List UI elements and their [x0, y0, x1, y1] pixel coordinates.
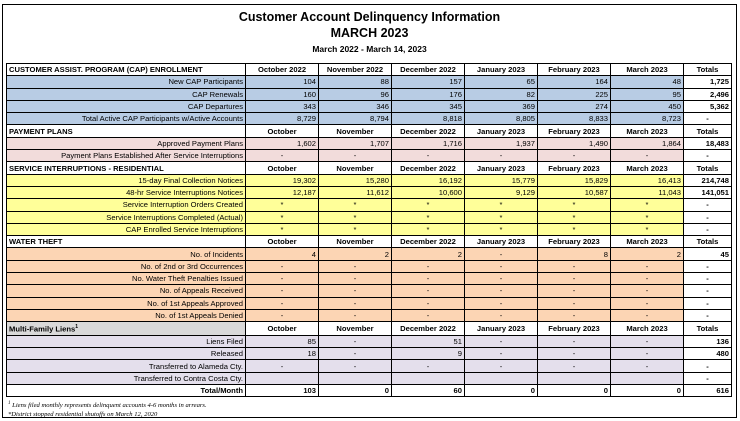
- footnote-1: $^1$ Liens filed monthly represents delinquent accounts 4-6 months in arrears.: [8, 401, 207, 410]
- cell-total: -: [684, 297, 732, 309]
- cell-value: 274: [538, 100, 611, 112]
- cell-value: *: [538, 211, 611, 223]
- cell-value: -: [465, 360, 538, 372]
- cell-value: 8,729: [246, 113, 319, 125]
- table-row: [7, 174, 732, 186]
- column-header: December 2022: [392, 322, 465, 336]
- cell-value: 60: [392, 384, 465, 396]
- cell-value: -: [465, 260, 538, 272]
- row-label: No. Water Theft Penalties Issued: [7, 273, 246, 285]
- table-row: [7, 273, 732, 285]
- footnotes: [8, 399, 207, 419]
- column-header: October: [246, 125, 319, 137]
- column-header: Totals: [684, 162, 732, 174]
- cell-value: -: [538, 360, 611, 372]
- cell-value: 19,302: [246, 174, 319, 186]
- table-row: [7, 100, 732, 112]
- cell-value: 16,413: [611, 174, 684, 186]
- column-header: October: [246, 236, 319, 248]
- cell-value: 15,280: [319, 174, 392, 186]
- cell-value: 15,779: [465, 174, 538, 186]
- cell-value: -: [538, 297, 611, 309]
- cell-total: -: [684, 150, 732, 162]
- column-header: February 2023: [538, 236, 611, 248]
- column-header: October: [246, 322, 319, 336]
- cell-value: 85: [246, 335, 319, 347]
- cell-value: [538, 372, 611, 384]
- cell-value: 18: [246, 348, 319, 360]
- column-header: March 2023: [611, 64, 684, 76]
- cell-value: -: [319, 360, 392, 372]
- column-header: Totals: [684, 322, 732, 336]
- cell-value: *: [611, 223, 684, 235]
- cell-total: 141,051: [684, 186, 732, 198]
- cell-value: -: [465, 248, 538, 260]
- section-header-liens: [7, 322, 732, 336]
- cell-value: -: [392, 273, 465, 285]
- cell-value: 8,833: [538, 113, 611, 125]
- cell-value: 11,612: [319, 186, 392, 198]
- cell-value: *: [465, 199, 538, 211]
- cell-value: 343: [246, 100, 319, 112]
- cell-total: -: [684, 309, 732, 321]
- table-row: [7, 285, 732, 297]
- cell-value: 2: [392, 248, 465, 260]
- row-label: CAP Enrolled Service Interruptions: [7, 223, 246, 235]
- cell-value: 8,723: [611, 113, 684, 125]
- section-title: WATER THEFT: [7, 236, 246, 248]
- cell-total: -: [684, 223, 732, 235]
- report-month: MARCH 2023: [330, 26, 409, 40]
- cell-value: -: [611, 260, 684, 272]
- cell-value: -: [319, 285, 392, 297]
- cell-value: -: [465, 150, 538, 162]
- cell-value: -: [246, 285, 319, 297]
- cell-value: *: [392, 223, 465, 235]
- column-header: November: [319, 236, 392, 248]
- cell-value: *: [319, 199, 392, 211]
- cell-value: 0: [538, 384, 611, 396]
- row-label: Transferred to Alameda Cty.: [7, 360, 246, 372]
- cell-value: [246, 372, 319, 384]
- cell-total: -: [684, 360, 732, 372]
- column-header: March 2023: [611, 322, 684, 336]
- cell-value: *: [246, 223, 319, 235]
- cell-value: -: [465, 335, 538, 347]
- cell-value: 225: [538, 88, 611, 100]
- table-row: [7, 348, 732, 360]
- cell-value: -: [465, 273, 538, 285]
- cell-value: -: [319, 260, 392, 272]
- section-header-cap: [7, 64, 732, 76]
- column-header: December 2022: [392, 125, 465, 137]
- report-date-range: March 2022 - March 14, 2023: [312, 44, 427, 54]
- cell-value: *: [611, 211, 684, 223]
- cell-value: 11,043: [611, 186, 684, 198]
- cell-value: 0: [611, 384, 684, 396]
- cell-value: 95: [611, 88, 684, 100]
- cell-value: -: [319, 297, 392, 309]
- row-label: No. of 2nd or 3rd Occurrences: [7, 260, 246, 272]
- cell-value: 8: [538, 248, 611, 260]
- cell-value: 2: [319, 248, 392, 260]
- cell-value: -: [392, 297, 465, 309]
- column-header: November 2022: [319, 64, 392, 76]
- cell-value: 346: [319, 100, 392, 112]
- section-title: SERVICE INTERRUPTIONS - RESIDENTIAL: [7, 162, 246, 174]
- row-label: Service Interruption Orders Created: [7, 199, 246, 211]
- cell-value: *: [538, 199, 611, 211]
- cell-total: -: [684, 113, 732, 125]
- row-label: CAP Renewals: [7, 88, 246, 100]
- cell-value: *: [246, 211, 319, 223]
- row-label: Total Active CAP Participants w/Active Accounts: [7, 113, 246, 125]
- cell-value: 345: [392, 100, 465, 112]
- table-row: [7, 113, 732, 125]
- report-title: Customer Account Delinquency Information: [238, 10, 501, 24]
- cell-value: 450: [611, 100, 684, 112]
- cell-value: [319, 372, 392, 384]
- cell-value: -: [538, 335, 611, 347]
- cell-value: -: [392, 260, 465, 272]
- cell-value: 0: [319, 384, 392, 396]
- cell-value: 176: [392, 88, 465, 100]
- column-header: February 2023: [538, 64, 611, 76]
- row-label: Approved Payment Plans: [7, 137, 246, 149]
- cell-value: *: [611, 199, 684, 211]
- cell-value: -: [538, 150, 611, 162]
- cell-value: 9,129: [465, 186, 538, 198]
- row-label: 15-day Final Collection Notices: [7, 174, 246, 186]
- cell-value: 15,829: [538, 174, 611, 186]
- cell-value: *: [465, 211, 538, 223]
- cell-value: 8,794: [319, 113, 392, 125]
- cell-total: 136: [684, 335, 732, 347]
- column-header: March 2023: [611, 125, 684, 137]
- cell-value: 4: [246, 248, 319, 260]
- row-label: Service Interruptions Completed (Actual): [7, 211, 246, 223]
- cell-total: -: [684, 372, 732, 384]
- cell-value: -: [246, 150, 319, 162]
- column-header: Totals: [684, 64, 732, 76]
- table-row: [7, 309, 732, 321]
- cell-total: 45: [684, 248, 732, 260]
- cell-value: *: [319, 223, 392, 235]
- cell-value: 48: [611, 76, 684, 88]
- cell-total: 5,362: [684, 100, 732, 112]
- cell-value: -: [392, 285, 465, 297]
- cell-value: *: [538, 223, 611, 235]
- column-header: February 2023: [538, 162, 611, 174]
- row-label: No. of Appeals Received: [7, 285, 246, 297]
- cell-value: 10,600: [392, 186, 465, 198]
- row-label: Transferred to Contra Costa Cty.: [7, 372, 246, 384]
- table-row: [7, 186, 732, 198]
- cell-value: -: [538, 260, 611, 272]
- cell-value: -: [319, 309, 392, 321]
- cell-value: *: [246, 199, 319, 211]
- cell-value: -: [611, 335, 684, 347]
- cell-value: -: [319, 335, 392, 347]
- column-header: Totals: [684, 236, 732, 248]
- column-header: November: [319, 125, 392, 137]
- column-header: October: [246, 162, 319, 174]
- table-row: [7, 88, 732, 100]
- cell-value: 103: [246, 384, 319, 396]
- cell-value: -: [611, 309, 684, 321]
- column-header: January 2023: [465, 64, 538, 76]
- cell-total: 18,483: [684, 137, 732, 149]
- cell-value: -: [392, 309, 465, 321]
- table-row: [7, 297, 732, 309]
- cell-value: -: [611, 150, 684, 162]
- column-header: February 2023: [538, 322, 611, 336]
- row-label: New CAP Participants: [7, 76, 246, 88]
- column-header: November: [319, 162, 392, 174]
- cell-total: 2,496: [684, 88, 732, 100]
- cell-value: -: [246, 297, 319, 309]
- cell-total: 616: [684, 384, 732, 396]
- cell-value: -: [611, 348, 684, 360]
- section-header-svc: [7, 162, 732, 174]
- cell-value: 16,192: [392, 174, 465, 186]
- row-label: Total/Month: [7, 384, 246, 396]
- cell-value: -: [611, 285, 684, 297]
- delinquency-table: [6, 63, 732, 397]
- report-frame: [2, 4, 737, 418]
- table-row: [7, 150, 732, 162]
- cell-value: -: [465, 297, 538, 309]
- cell-value: -: [246, 273, 319, 285]
- cell-total: -: [684, 285, 732, 297]
- cell-value: -: [611, 273, 684, 285]
- cell-value: -: [611, 360, 684, 372]
- cell-value: 8,818: [392, 113, 465, 125]
- row-label: No. of 1st Appeals Approved: [7, 297, 246, 309]
- column-header: February 2023: [538, 125, 611, 137]
- column-header: March 2023: [611, 162, 684, 174]
- section-header-pay: [7, 125, 732, 137]
- column-header: December 2022: [392, 64, 465, 76]
- cell-value: -: [246, 309, 319, 321]
- cell-value: 8,805: [465, 113, 538, 125]
- row-label: Liens Filed: [7, 335, 246, 347]
- column-header: January 2023: [465, 236, 538, 248]
- cell-value: 96: [319, 88, 392, 100]
- cell-value: -: [319, 150, 392, 162]
- column-header: January 2023: [465, 322, 538, 336]
- cell-total: 1,725: [684, 76, 732, 88]
- cell-value: -: [392, 360, 465, 372]
- column-header: January 2023: [465, 125, 538, 137]
- row-label: Released: [7, 348, 246, 360]
- table-row: [7, 372, 732, 384]
- column-header: Totals: [684, 125, 732, 137]
- cell-value: -: [465, 285, 538, 297]
- cell-value: 369: [465, 100, 538, 112]
- cell-value: 10,587: [538, 186, 611, 198]
- cell-total: 480: [684, 348, 732, 360]
- cell-value: -: [465, 309, 538, 321]
- cell-value: 1,707: [319, 137, 392, 149]
- cell-value: 88: [319, 76, 392, 88]
- cell-value: 12,187: [246, 186, 319, 198]
- cell-total: -: [684, 199, 732, 211]
- section-header-theft: [7, 236, 732, 248]
- cell-value: 1,490: [538, 137, 611, 149]
- cell-value: -: [465, 348, 538, 360]
- cell-value: 164: [538, 76, 611, 88]
- cell-value: -: [611, 297, 684, 309]
- table-row: [7, 76, 732, 88]
- cell-value: -: [538, 348, 611, 360]
- cell-value: [465, 372, 538, 384]
- cell-value: [611, 372, 684, 384]
- cell-value: 1,937: [465, 137, 538, 149]
- column-header: January 2023: [465, 162, 538, 174]
- cell-value: -: [538, 309, 611, 321]
- table-row: [7, 335, 732, 347]
- row-label: No. of 1st Appeals Denied: [7, 309, 246, 321]
- cell-total: -: [684, 273, 732, 285]
- footnote-2: *District stopped residential shutoffs on March 12, 2020: [8, 411, 158, 419]
- cell-value: *: [392, 211, 465, 223]
- cell-value: [392, 372, 465, 384]
- cell-total: 214,748: [684, 174, 732, 186]
- cell-value: *: [392, 199, 465, 211]
- row-label: Payment Plans Established After Service Interruptions: [7, 150, 246, 162]
- row-label: CAP Departures: [7, 100, 246, 112]
- cell-value: 0: [465, 384, 538, 396]
- cell-value: 2: [611, 248, 684, 260]
- section-title: CUSTOMER ASSIST. PROGRAM (CAP) ENROLLMENT: [7, 64, 246, 76]
- table-row: [7, 137, 732, 149]
- table-row: [7, 199, 732, 211]
- cell-value: 9: [392, 348, 465, 360]
- cell-value: -: [246, 360, 319, 372]
- row-label: 48-hr Service Interruptions Notices: [7, 186, 246, 198]
- cell-value: 157: [392, 76, 465, 88]
- cell-value: -: [538, 285, 611, 297]
- column-header: December 2022: [392, 236, 465, 248]
- column-header: October 2022: [246, 64, 319, 76]
- cell-value: *: [465, 223, 538, 235]
- cell-value: 1,602: [246, 137, 319, 149]
- cell-value: -: [392, 150, 465, 162]
- table-row: [7, 223, 732, 235]
- cell-value: 65: [465, 76, 538, 88]
- cell-value: -: [246, 260, 319, 272]
- table-row: [7, 211, 732, 223]
- cell-value: 51: [392, 335, 465, 347]
- cell-value: *: [319, 211, 392, 223]
- column-header: March 2023: [611, 236, 684, 248]
- cell-value: 1,864: [611, 137, 684, 149]
- cell-value: 104: [246, 76, 319, 88]
- cell-value: -: [538, 273, 611, 285]
- section-title: PAYMENT PLANS: [7, 125, 246, 137]
- column-header: December 2022: [392, 162, 465, 174]
- cell-value: 82: [465, 88, 538, 100]
- cell-total: -: [684, 211, 732, 223]
- table-row: [7, 260, 732, 272]
- cell-total: -: [684, 260, 732, 272]
- cell-value: 1,716: [392, 137, 465, 149]
- total-month-row: [7, 384, 732, 396]
- cell-value: -: [319, 348, 392, 360]
- cell-value: -: [319, 273, 392, 285]
- row-label: No. of Incidents: [7, 248, 246, 260]
- table-row: [7, 360, 732, 372]
- section-title: Multi-Family Liens$^1$: [7, 322, 246, 336]
- cell-value: 160: [246, 88, 319, 100]
- column-header: November: [319, 322, 392, 336]
- table-row: [7, 248, 732, 260]
